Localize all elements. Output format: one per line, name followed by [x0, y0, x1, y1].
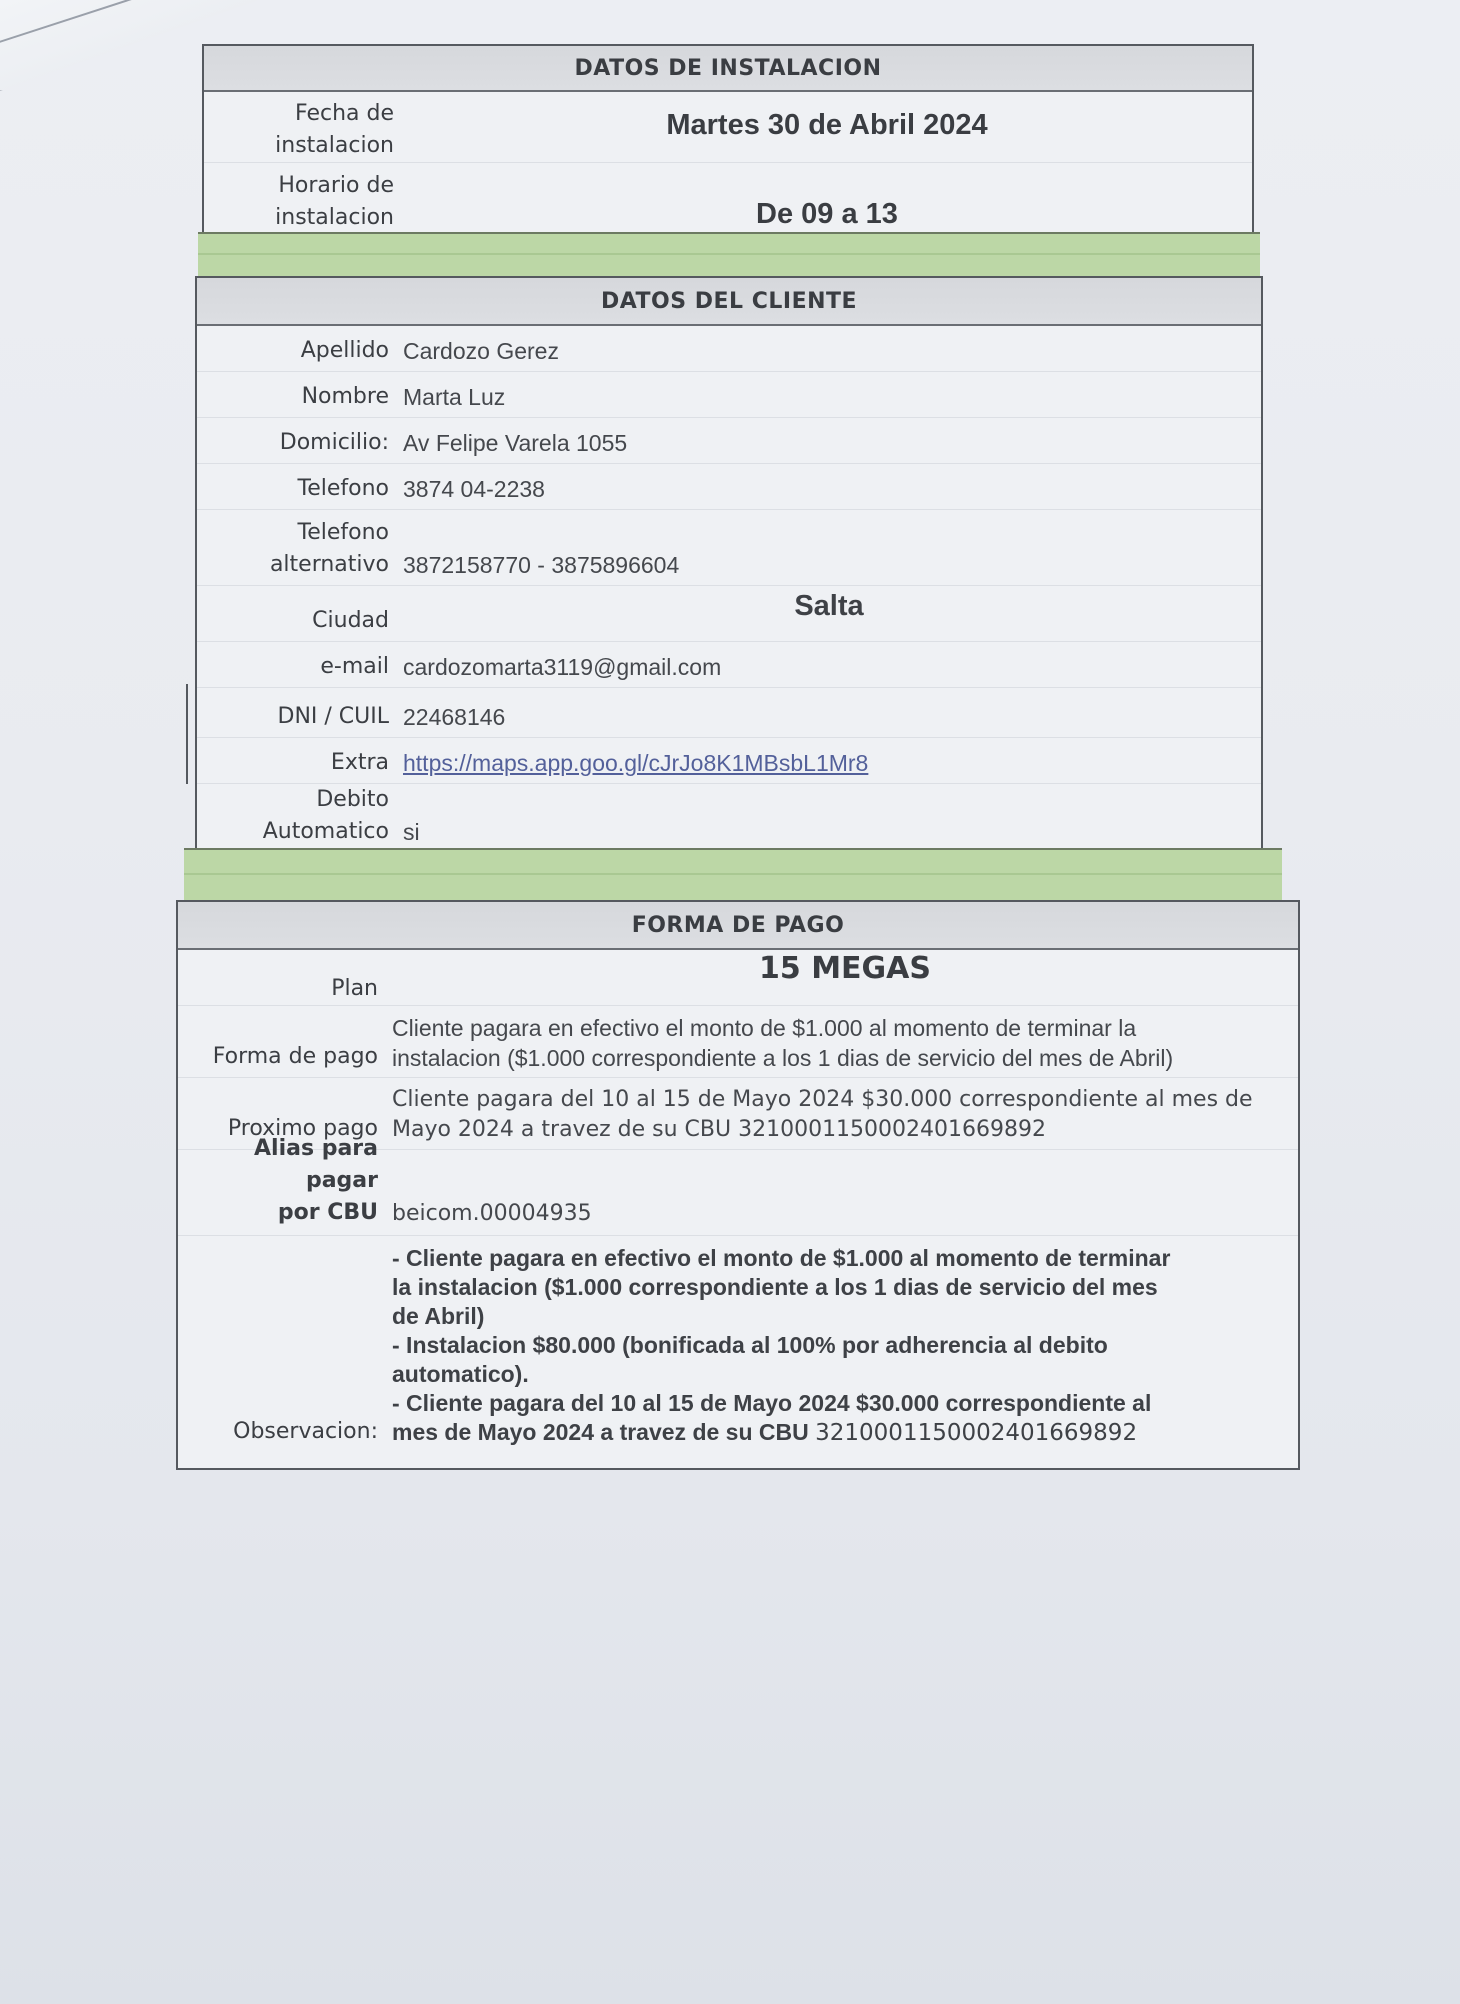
- dni-label: DNI / CUIL: [277, 704, 389, 729]
- payment-method-line-1: Cliente pagara en efectivo el monto de $1.000 al momento de terminar la: [392, 1015, 1137, 1041]
- next-payment-value: [386, 1085, 1298, 1145]
- plan-label: Plan: [331, 976, 378, 1001]
- email-row: [197, 642, 1261, 688]
- observation-line-7-text: mes de Mayo 2024 a travez de su CBU: [392, 1419, 816, 1445]
- observation-line-3: de Abril): [392, 1303, 485, 1329]
- installation-section: [202, 44, 1254, 234]
- plan-value: 15 MEGAS: [759, 951, 931, 986]
- install-time-label: [204, 163, 402, 234]
- name-label: Nombre: [301, 384, 389, 409]
- phone-label: Telefono: [297, 476, 389, 501]
- payment-section: [176, 900, 1300, 1470]
- left-border-rule: [186, 684, 188, 784]
- alt-phone-row: [197, 510, 1261, 586]
- observation-line-4: - Instalacion $80.000 (bonificada al 100% por adherencia al debito: [392, 1332, 1108, 1358]
- cbu-alias-row: [178, 1136, 1298, 1236]
- cbu-alias-value: beicom.00004935: [392, 1201, 592, 1226]
- install-date-label: [204, 92, 402, 162]
- city-row: [197, 586, 1261, 642]
- alt-phone-label-line-1: Telefono: [297, 520, 389, 545]
- address-value: Av Felipe Varela 1055: [403, 430, 628, 456]
- phone-value: 3874 04-2238: [403, 476, 545, 502]
- auto-debit-row: [197, 784, 1261, 852]
- observation-line-6: - Cliente pagara del 10 al 15 de Mayo 2024 $30.000 correspondiente al: [392, 1390, 1152, 1416]
- payment-method-label: Forma de pago: [212, 1044, 378, 1069]
- auto-debit-label-line-2: Automatico: [262, 819, 389, 844]
- observation-row: [178, 1236, 1298, 1450]
- installation-header: DATOS DE INSTALACION: [204, 46, 1252, 92]
- email-label: e-mail: [320, 654, 389, 679]
- install-time-label-line-2: instalacion: [275, 205, 394, 230]
- client-section: [195, 276, 1263, 852]
- maps-link[interactable]: https://maps.app.goo.gl/cJrJo8K1MBsbL1Mr8: [403, 750, 869, 776]
- observation-line-7: [392, 1418, 1298, 1448]
- payment-method-line-2: instalacion ($1.000 correspondiente a los 1 dias de servicio del mes de Abril): [392, 1045, 1174, 1071]
- phone-row: [197, 464, 1261, 510]
- alt-phone-value: 3872158770 - 3875896604: [403, 552, 680, 578]
- name-value: Marta Luz: [403, 384, 506, 410]
- dni-row: [197, 688, 1261, 738]
- install-time-label-line-1: Horario de: [278, 173, 394, 198]
- next-payment-line-1: Cliente pagara del 10 al 15 de Mayo 2024 $30.000 correspondiente al mes de: [392, 1087, 1253, 1112]
- extra-value: [397, 738, 1261, 779]
- observation-line-2: la instalacion ($1.000 correspondiente a los 1 dias de servicio del mes: [392, 1274, 1158, 1300]
- observation-label: Observacion:: [233, 1419, 378, 1444]
- next-payment-line-2: Mayo 2024 a travez de su CBU 3210001150002401669892: [392, 1117, 1047, 1142]
- observation-line-1: - Cliente pagara en efectivo el monto de $1.000 al momento de terminar: [392, 1245, 1171, 1271]
- surname-value: Cardozo Gerez: [403, 338, 559, 364]
- install-time-value: De 09 a 13: [756, 198, 898, 230]
- client-header: DATOS DEL CLIENTE: [197, 278, 1261, 326]
- cbu-alias-label: [178, 1136, 386, 1229]
- cbu-alias-label-line-2: por CBU: [277, 1200, 378, 1225]
- install-date-label-line-1: Fecha de: [295, 101, 394, 126]
- auto-debit-label: [197, 784, 397, 848]
- city-label: Ciudad: [312, 608, 389, 633]
- email-value: cardozomarta3119@gmail.com: [403, 654, 722, 680]
- extra-row: [197, 738, 1261, 784]
- install-date-value: Martes 30 de Abril 2024: [666, 109, 988, 141]
- alt-phone-label: [197, 510, 397, 581]
- name-row: [197, 372, 1261, 418]
- address-row: [197, 418, 1261, 464]
- city-value: Salta: [794, 590, 864, 622]
- extra-label: Extra: [330, 750, 389, 775]
- surname-row: [197, 326, 1261, 372]
- cbu-alias-label-line-1: Alias para pagar: [254, 1136, 378, 1193]
- surname-label: Apellido: [300, 338, 389, 363]
- install-date-row: [204, 92, 1252, 163]
- auto-debit-value: si: [403, 819, 420, 845]
- payment-header: FORMA DE PAGO: [178, 902, 1298, 950]
- separator-band: [198, 232, 1260, 278]
- payment-method-value: [386, 1013, 1298, 1073]
- dni-value: 22468146: [403, 704, 506, 730]
- install-date-label-line-2: instalacion: [275, 133, 394, 158]
- next-payment-label: Proximo pago: [227, 1116, 378, 1141]
- separator-band-2: [184, 848, 1282, 902]
- payment-method-row: [178, 1006, 1298, 1078]
- observation-cbu-number: 3210001150002401669892: [815, 1420, 1138, 1446]
- alt-phone-label-line-2: alternativo: [269, 552, 389, 577]
- observation-value: [386, 1244, 1298, 1448]
- plan-row: [178, 950, 1298, 1006]
- install-time-row: [204, 163, 1252, 234]
- auto-debit-label-line-1: Debito: [316, 787, 389, 812]
- address-label: Domicilio:: [279, 430, 389, 455]
- observation-line-5: automatico).: [392, 1361, 529, 1387]
